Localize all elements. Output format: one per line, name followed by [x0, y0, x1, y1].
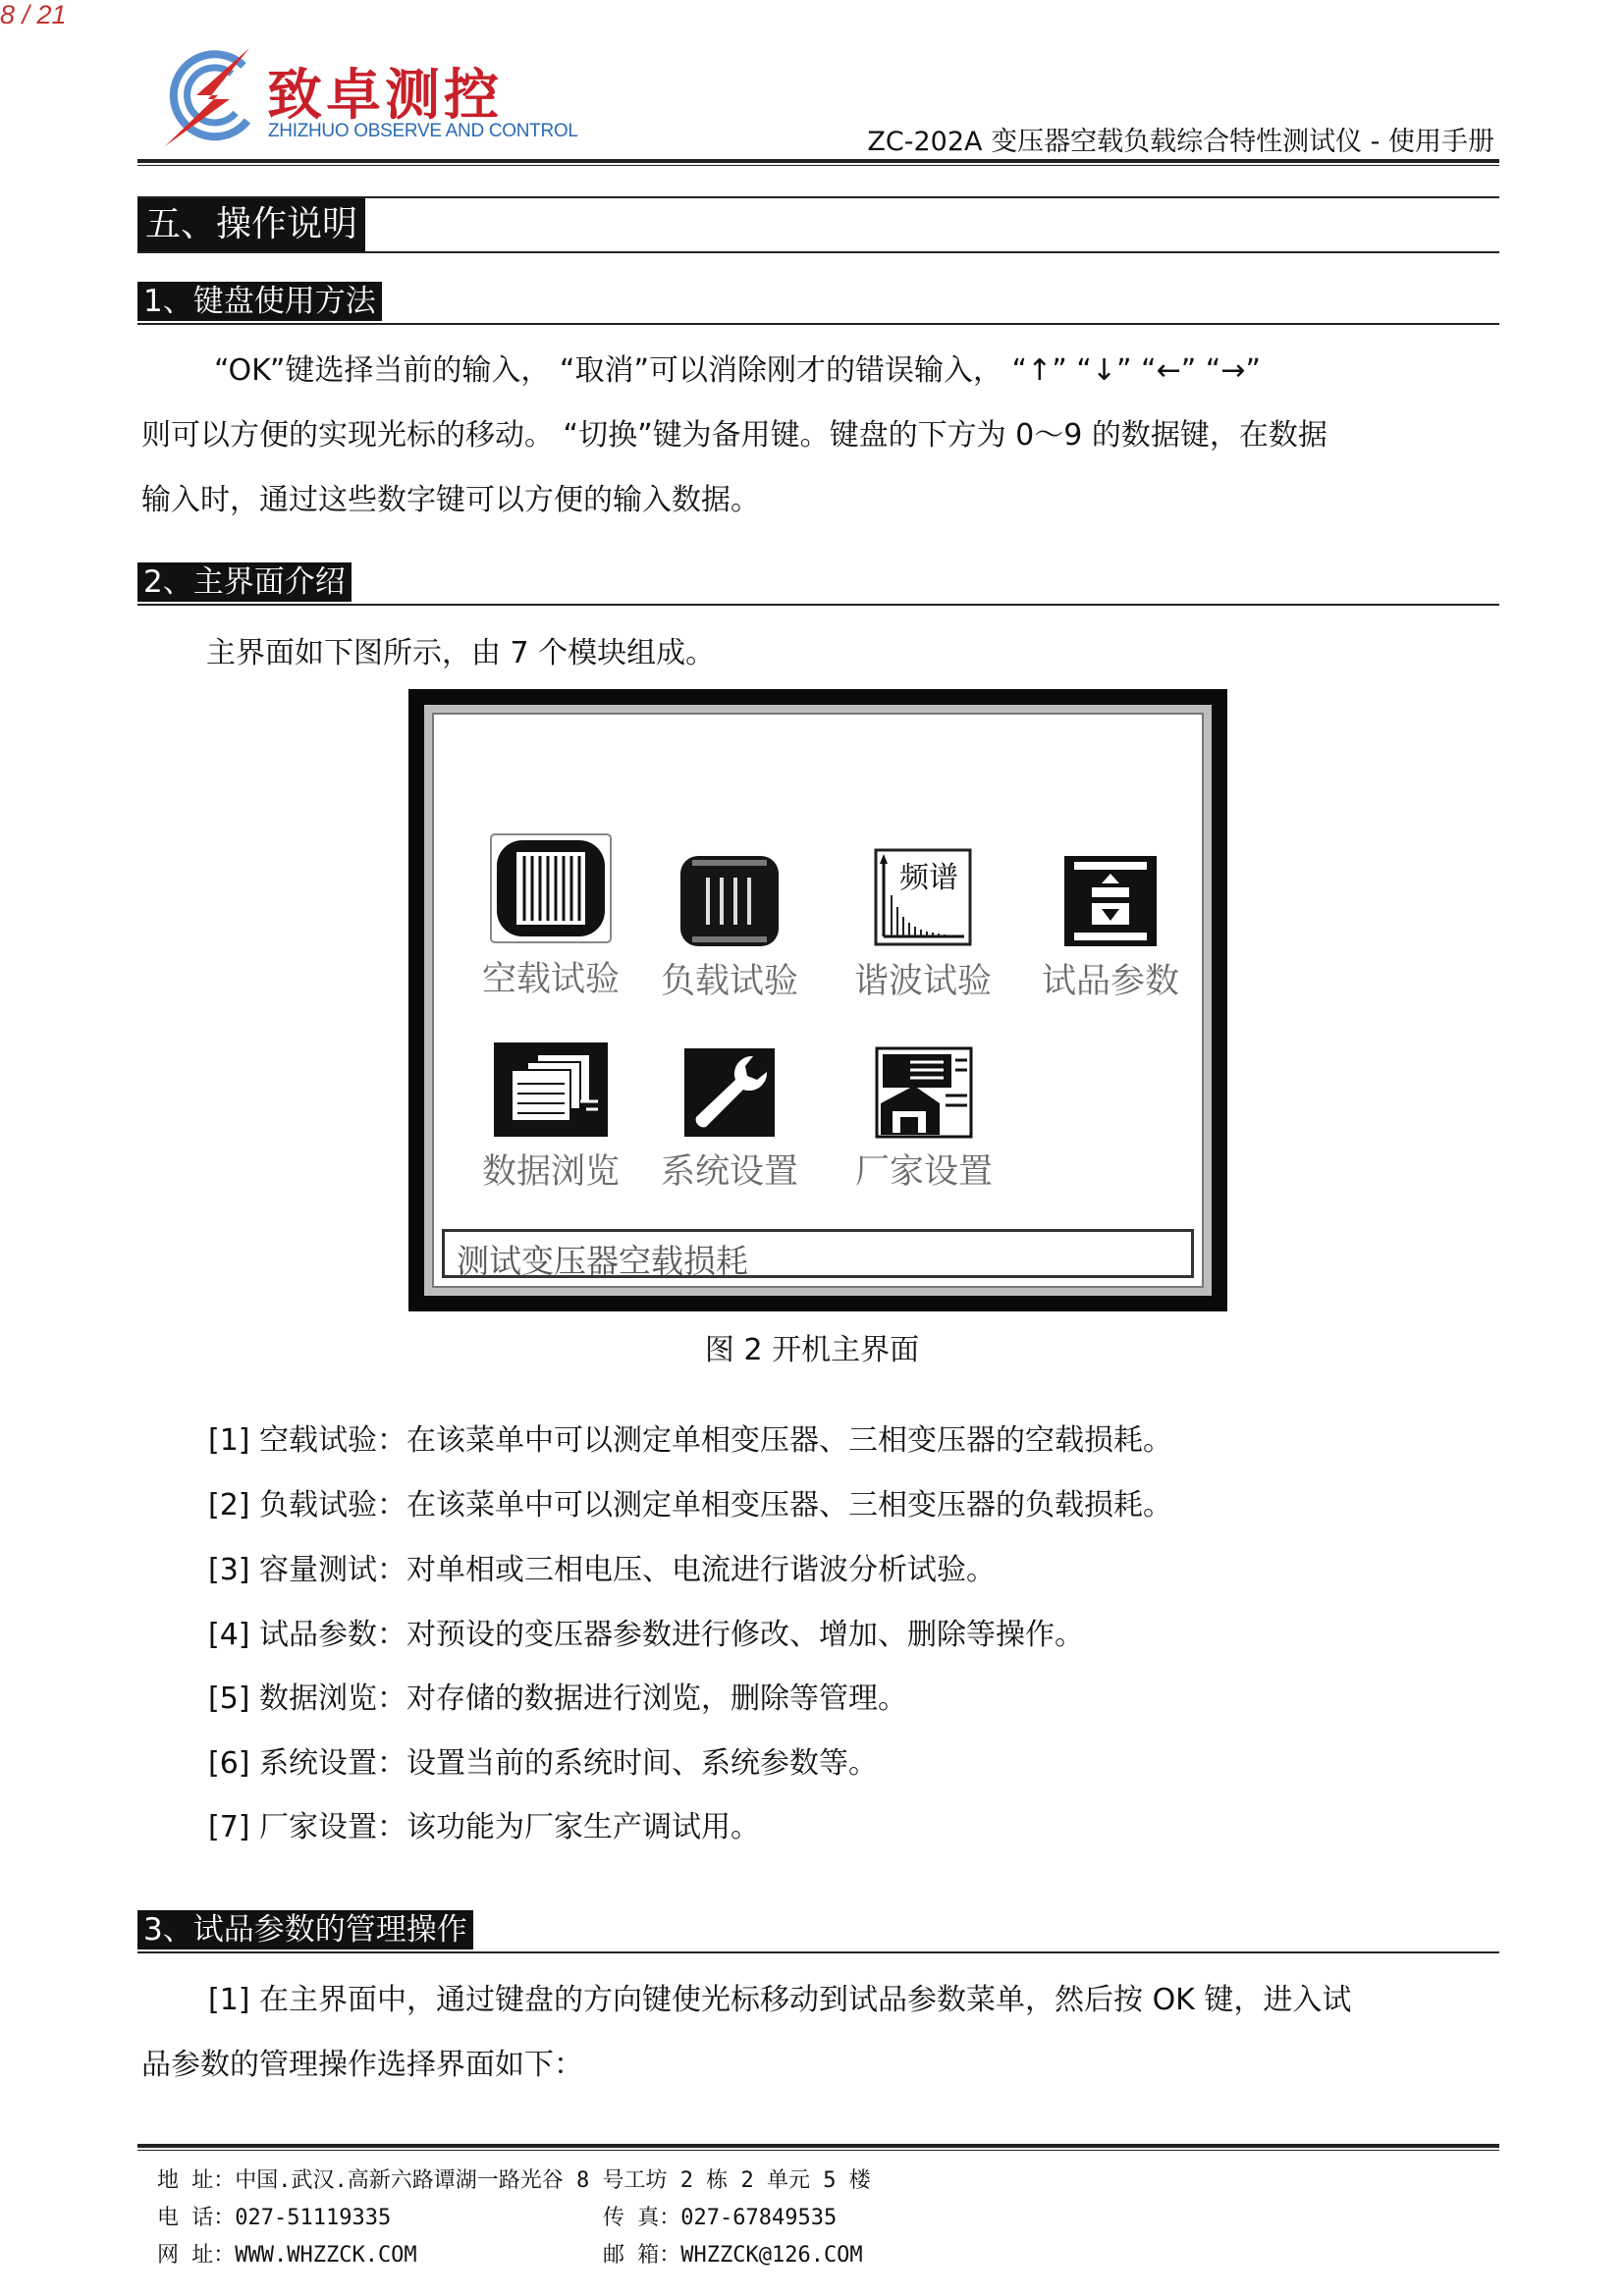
subsection-2-rule — [137, 604, 1499, 606]
menu-label: 负载试验 — [660, 962, 798, 1001]
list-item-6: [6] 系统设置：设置当前的系统时间、系统参数等。 — [208, 1746, 879, 1781]
footer-address: 地 址：中国.武汉.高新六路谭湖一路光谷 8 号工坊 2 栋 2 单元 5 楼 — [157, 2168, 871, 2193]
page-number: 8 / 21 — [0, 0, 67, 29]
header-rule-thin — [137, 165, 1499, 166]
menu-label: 厂家设置 — [854, 1152, 993, 1192]
footer-website: 网 址：WWW.WHZZCK.COM — [157, 2243, 417, 2268]
lcd-status-bar — [442, 1229, 1194, 1278]
menu-item-sample-params[interactable] — [1027, 854, 1194, 1003]
harmonic-icon-text: 频谱 — [899, 861, 958, 895]
subsection-2-heading: 2、主界面介绍 — [137, 562, 352, 602]
menu-item-factory-settings[interactable] — [840, 1046, 1007, 1194]
brand-name-en: ZHIZHUO OBSERVE AND CONTROL — [268, 121, 578, 141]
list-item-4: [4] 试品参数：对预设的变压器参数进行修改、增加、删除等操作。 — [208, 1618, 1085, 1652]
keyboard-paragraph-line-2: 则可以方便的实现光标的移动。 “切换”键为备用键。键盘的下方为 0～9 的数据键，在数据 — [141, 418, 1327, 453]
sample-params-line-2: 品参数的管理操作选择界面如下： — [141, 2048, 583, 2082]
company-logo — [157, 44, 578, 152]
keyboard-paragraph-line-1: “OK”键选择当前的输入， “取消”可以消除刚才的错误输入， “↑” “↓” “←” “→” — [214, 353, 1262, 388]
footer-rule — [137, 2144, 1499, 2148]
list-item-7: [7] 厂家设置：该功能为厂家生产调试用。 — [208, 1810, 761, 1844]
keyboard-paragraph-line-3: 输入时，通过这些数字键可以方便的输入数据。 — [141, 483, 760, 517]
lcd-status-text: 测试变压器空载损耗 — [457, 1242, 748, 1280]
menu-item-no-load-test[interactable] — [467, 830, 634, 1001]
list-item-1: [1] 空载试验：在该菜单中可以测定单相变压器、三相变压器的空载损耗。 — [208, 1423, 1173, 1458]
brand-name-cn: 致卓测控 — [267, 64, 503, 128]
list-item-5: [5] 数据浏览：对存储的数据进行浏览，删除等管理。 — [208, 1682, 908, 1716]
menu-item-harmonic-test[interactable] — [839, 846, 1006, 1003]
system-settings-icon — [682, 1046, 777, 1139]
section-heading: 五、操作说明 — [137, 198, 365, 251]
main-screen-intro: 主界面如下图所示，由 7 个模块组成。 — [206, 636, 716, 670]
no-load-test-icon — [487, 830, 615, 946]
menu-item-data-browse[interactable] — [467, 1041, 634, 1194]
subsection-1-heading: 1、键盘使用方法 — [137, 282, 382, 321]
menu-label: 谐波试验 — [853, 962, 992, 1001]
list-item-2: [2] 负载试验：在该菜单中可以测定单相变压器、三相变压器的负载损耗。 — [208, 1488, 1173, 1522]
menu-label: 数据浏览 — [481, 1152, 620, 1192]
subsection-1-rule — [137, 323, 1499, 325]
harmonic-test-icon — [872, 846, 974, 948]
menu-label: 试品参数 — [1041, 962, 1179, 1001]
subsection-3-heading: 3、试品参数的管理操作 — [137, 1910, 473, 1949]
footer-rule-thin — [137, 2150, 1499, 2151]
footer-email: 邮 箱：WHZZCK@126.COM — [603, 2243, 863, 2268]
subsection-3-rule — [137, 1951, 1499, 1953]
load-test-icon — [678, 854, 781, 948]
footer-fax: 传 真：027-67849535 — [603, 2206, 838, 2230]
section-rule-bottom — [137, 251, 1499, 253]
factory-settings-icon — [875, 1046, 973, 1139]
document-title: ZC-202A 变压器空载负载综合特性测试仪 - 使用手册 — [867, 127, 1494, 157]
menu-item-load-test[interactable] — [646, 854, 813, 1003]
menu-item-system-settings[interactable] — [646, 1046, 813, 1194]
list-item-3: [3] 容量测试：对单相或三相电压、电流进行谐波分析试验。 — [208, 1553, 997, 1587]
header-rule — [137, 159, 1499, 163]
sample-params-icon — [1062, 854, 1159, 948]
figure-caption: 图 2 开机主界面 — [704, 1333, 920, 1367]
sample-params-line-1: [1] 在主界面中，通过键盘的方向键使光标移动到试品参数菜单，然后按 OK 键，进入试 — [208, 1983, 1352, 2017]
data-browse-icon — [492, 1041, 610, 1139]
menu-label: 系统设置 — [660, 1152, 798, 1192]
footer-phone: 电 话：027-51119335 — [157, 2206, 392, 2230]
lightning-logo-icon — [157, 44, 265, 152]
menu-label: 空载试验 — [481, 960, 620, 999]
